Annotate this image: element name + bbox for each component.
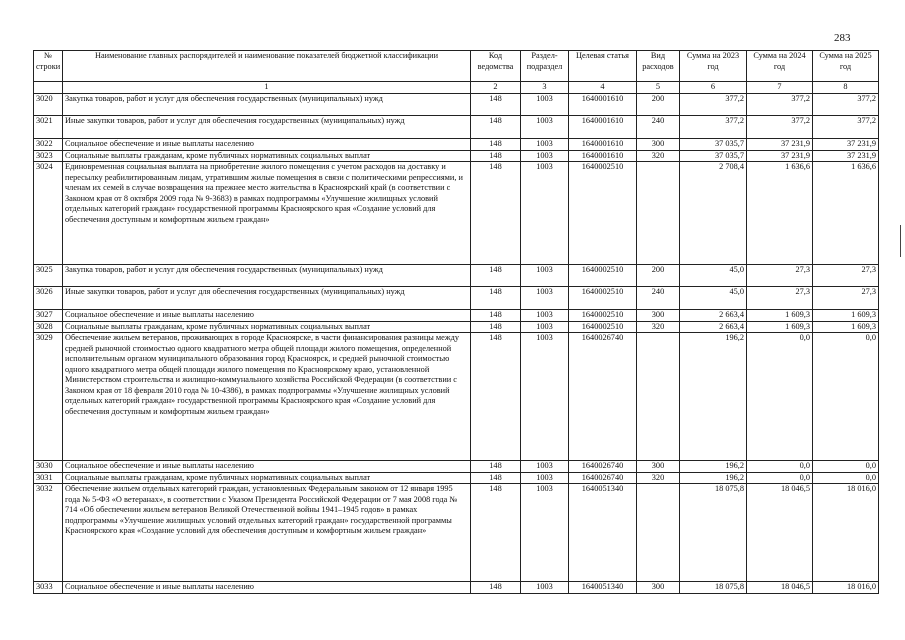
sum-2025: 0,0 [813,472,879,484]
row-number: 3026 [34,287,63,310]
sum-2023: 196,2 [680,472,747,484]
section-code: 1003 [521,139,569,151]
table-row [34,310,879,322]
expense-type: 300 [637,582,680,594]
expense-type: 200 [637,94,680,116]
table-row [34,139,879,151]
header-sum-2025: Сумма на 2025 год [813,51,879,82]
row-number: 3029 [34,333,63,461]
sum-2025: 377,2 [813,116,879,139]
department-code: 148 [471,139,521,151]
table-row [34,265,879,287]
sum-2025: 27,3 [813,287,879,310]
target-item: 1640026740 [569,333,637,461]
target-item: 1640026740 [569,472,637,484]
section-code: 1003 [521,265,569,287]
sum-2024: 0,0 [747,472,813,484]
department-code: 148 [471,116,521,139]
department-code: 148 [471,321,521,333]
table-row [34,582,879,594]
section-code: 1003 [521,472,569,484]
sum-2023: 18 075,8 [680,484,747,582]
sum-2024: 18 046,5 [747,484,813,582]
sum-2023: 196,2 [680,461,747,473]
target-item: 1640001610 [569,94,637,116]
expense-type [637,162,680,265]
sum-2024: 27,3 [747,265,813,287]
sum-2023: 377,2 [680,116,747,139]
table-row [34,472,879,484]
row-number: 3022 [34,139,63,151]
target-item: 1640001610 [569,139,637,151]
sum-2025: 1 609,3 [813,321,879,333]
row-number: 3033 [34,582,63,594]
target-item: 1640002510 [569,265,637,287]
section-code: 1003 [521,94,569,116]
section-code: 1003 [521,333,569,461]
table-row [34,484,879,582]
target-item: 1640002510 [569,321,637,333]
expense-type: 200 [637,265,680,287]
sum-2024: 18 046,5 [747,582,813,594]
target-item: 1640051340 [569,484,637,582]
sum-2024: 377,2 [747,116,813,139]
sum-2024: 1 636,6 [747,162,813,265]
sum-2024: 1 609,3 [747,321,813,333]
expense-type: 300 [637,139,680,151]
sum-2024: 37 231,9 [747,139,813,151]
row-name: Обеспечение жильем отдельных категорий граждан, установленных Федеральным законом от 12 января 1995 года № 5-ФЗ «О ветеранах», в соответствии с Указом Президента Российской Федерации от 7 мая 2008 года № 714 «Об обеспечении жильем ветеранов Великой Отечественной войны 1941–1945 годов» в рамках подпрограммы «Улучшение жилищных условий отдельных категорий граждан» государственной программы Красноярского края «Создание условий для обеспечения доступным и комфортным жильем граждан» [63,484,471,582]
column-number: 1 [63,82,471,94]
sum-2025: 0,0 [813,333,879,461]
department-code: 148 [471,582,521,594]
budget-table [33,50,879,594]
row-name: Социальное обеспечение и иные выплаты населению [63,139,471,151]
header-row-number: № строки [34,51,63,82]
row-name: Социальные выплаты гражданам, кроме публичных нормативных социальных выплат [63,472,471,484]
row-number: 3025 [34,265,63,287]
row-name: Социальные выплаты гражданам, кроме публичных нормативных социальных выплат [63,321,471,333]
department-code: 148 [471,94,521,116]
expense-type: 300 [637,461,680,473]
header-section: Раздел-подраздел [521,51,569,82]
header-row [34,51,879,82]
expense-type: 240 [637,116,680,139]
header-target-item: Целевая статья [569,51,637,82]
column-number [34,82,63,94]
section-code: 1003 [521,162,569,265]
header-sum-2024: Сумма на 2024 год [747,51,813,82]
department-code: 148 [471,162,521,265]
sum-2025: 0,0 [813,461,879,473]
expense-type: 240 [637,287,680,310]
expense-type: 320 [637,321,680,333]
department-code: 148 [471,333,521,461]
target-item: 1640051340 [569,582,637,594]
expense-type [637,484,680,582]
header-name: Наименование главных распорядителей и наименование показателей бюджетной классификации [63,51,471,82]
department-code: 148 [471,310,521,322]
table-body [34,94,879,594]
sum-2023: 37 035,7 [680,150,747,162]
row-name: Закупка товаров, работ и услуг для обеспечения государственных (муниципальных) нужд [63,265,471,287]
section-code: 1003 [521,461,569,473]
expense-type: 300 [637,310,680,322]
header-department-code: Код ведомства [471,51,521,82]
column-number: 4 [569,82,637,94]
sum-2023: 45,0 [680,265,747,287]
sum-2025: 18 016,0 [813,582,879,594]
section-code: 1003 [521,116,569,139]
sum-2025: 27,3 [813,265,879,287]
scan-edge-mark [900,225,901,257]
table-row [34,321,879,333]
target-item: 1640001610 [569,116,637,139]
sum-2023: 2 708,4 [680,162,747,265]
column-number: 6 [680,82,747,94]
row-name: Закупка товаров, работ и услуг для обеспечения государственных (муниципальных) нужд [63,94,471,116]
department-code: 148 [471,472,521,484]
expense-type [637,333,680,461]
sum-2025: 18 016,0 [813,484,879,582]
page-number: 283 [834,32,851,44]
row-number: 3020 [34,94,63,116]
department-code: 148 [471,484,521,582]
row-number: 3032 [34,484,63,582]
sum-2023: 45,0 [680,287,747,310]
table-row [34,116,879,139]
row-number: 3021 [34,116,63,139]
table-row [34,94,879,116]
sum-2024: 0,0 [747,461,813,473]
sum-2025: 377,2 [813,94,879,116]
target-item: 1640002510 [569,310,637,322]
table-row [34,461,879,473]
section-code: 1003 [521,321,569,333]
row-number: 3023 [34,150,63,162]
row-name: Социальное обеспечение и иные выплаты населению [63,461,471,473]
section-code: 1003 [521,150,569,162]
table-row [34,287,879,310]
row-name: Социальное обеспечение и иные выплаты населению [63,582,471,594]
department-code: 148 [471,265,521,287]
target-item: 1640001610 [569,150,637,162]
column-number: 8 [813,82,879,94]
sum-2023: 196,2 [680,333,747,461]
sum-2023: 18 075,8 [680,582,747,594]
sum-2024: 377,2 [747,94,813,116]
header-expense-type: Вид расходов [637,51,680,82]
sum-2023: 37 035,7 [680,139,747,151]
table-row [34,162,879,265]
row-name: Социальное обеспечение и иные выплаты населению [63,310,471,322]
section-code: 1003 [521,582,569,594]
sum-2024: 27,3 [747,287,813,310]
row-name: Иные закупки товаров, работ и услуг для обеспечения государственных (муниципальных) нужд [63,287,471,310]
row-number: 3030 [34,461,63,473]
row-name: Единовременная социальная выплата на приобретение жилого помещения с учетом расходов на доставку и пересылку реабилитированным лицам, утратившим жилые помещения в связи с политическими репрессиями, и членам их семей в случае возвращения на прежнее место жительства в Красноярский край (в соответствии с Законом края от 8 октября 2009 года № 9-3683) в рамках подпрограммы «Улучшение жилищных условий отдельных категорий граждан» государственной программы Красноярского края «Создание условий для обеспечения доступным и комфортным жильем граждан» [63,162,471,265]
target-item: 1640002510 [569,287,637,310]
sum-2025: 37 231,9 [813,150,879,162]
row-name: Социальные выплаты гражданам, кроме публичных нормативных социальных выплат [63,150,471,162]
column-number: 3 [521,82,569,94]
section-code: 1003 [521,310,569,322]
sum-2023: 2 663,4 [680,321,747,333]
department-code: 148 [471,287,521,310]
column-number: 5 [637,82,680,94]
sum-2025: 1 609,3 [813,310,879,322]
row-number: 3027 [34,310,63,322]
column-number: 7 [747,82,813,94]
column-number: 2 [471,82,521,94]
row-name: Обеспечение жильем ветеранов, проживающих в городе Красноярске, в части финансирования разницы между средней рыночной стоимостью одного квадратного метра общей площади жилого помещения, определенной исполнительным органом муниципального образования город Красноярск, и средней рыночной стоимостью одного квадратного метра общей площади жилого помещения по Красноярскому краю, установленной Министерством строительства и жилищно-коммунального хозяйства Российской Федерации (в соответствии с Законом края от 18 февраля 2010 года № 10-4386), в рамках подпрограммы «Улучшение жилищных условий отдельных категорий граждан» государственной программы Красноярского края «Создание условий для обеспечения доступным и комфортным жильем граждан» [63,333,471,461]
header-sum-2023: Сумма на 2023 год [680,51,747,82]
sum-2025: 1 636,6 [813,162,879,265]
expense-type: 320 [637,472,680,484]
table-row [34,333,879,461]
sum-2024: 0,0 [747,333,813,461]
target-item: 1640002510 [569,162,637,265]
budget-table-container [33,50,878,594]
column-number-row [34,82,879,94]
department-code: 148 [471,150,521,162]
sum-2024: 1 609,3 [747,310,813,322]
department-code: 148 [471,461,521,473]
sum-2023: 377,2 [680,94,747,116]
target-item: 1640026740 [569,461,637,473]
sum-2023: 2 663,4 [680,310,747,322]
row-name: Иные закупки товаров, работ и услуг для обеспечения государственных (муниципальных) нужд [63,116,471,139]
sum-2024: 37 231,9 [747,150,813,162]
row-number: 3028 [34,321,63,333]
table-row [34,150,879,162]
section-code: 1003 [521,287,569,310]
sum-2025: 37 231,9 [813,139,879,151]
row-number: 3024 [34,162,63,265]
section-code: 1003 [521,484,569,582]
row-number: 3031 [34,472,63,484]
expense-type: 320 [637,150,680,162]
